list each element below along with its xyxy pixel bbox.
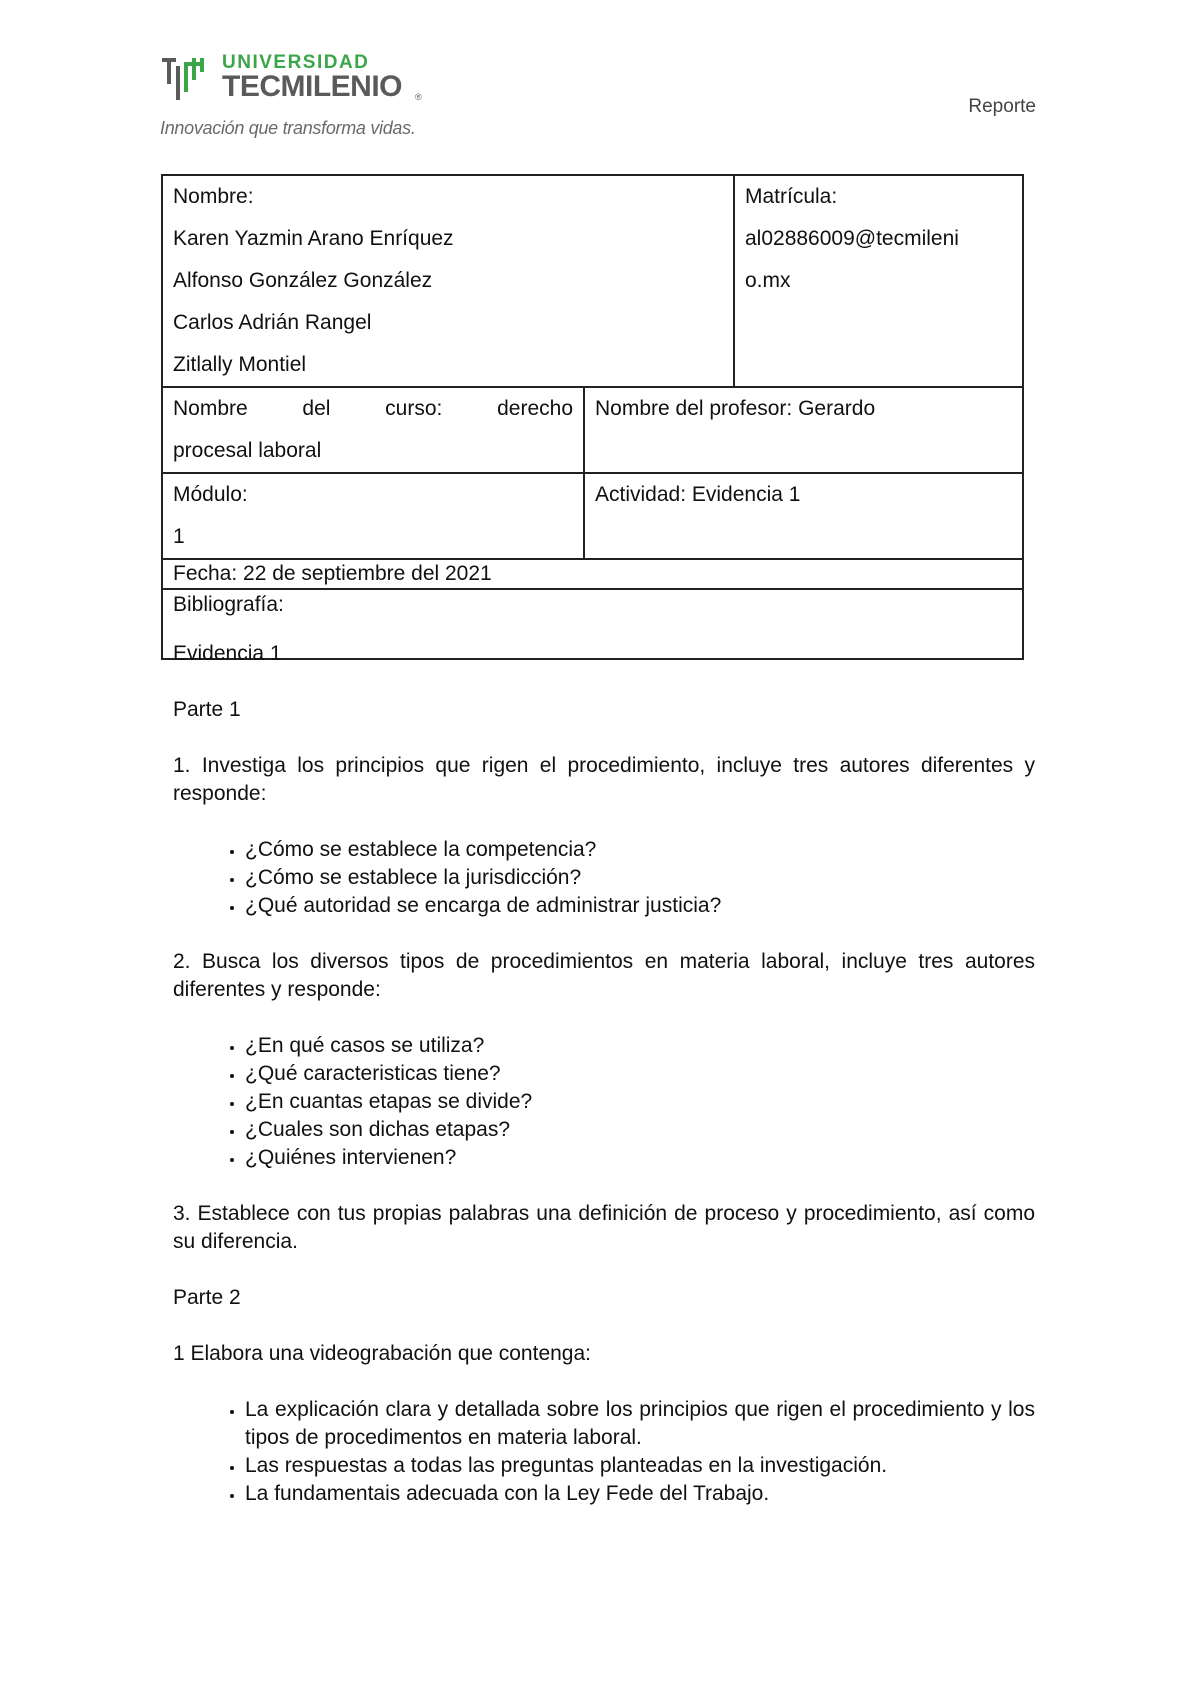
question-1-list [173, 836, 1035, 920]
professor-cell: Nombre del profesor: Gerardo [584, 387, 1023, 473]
list-item: • ¿Quiénes intervienen? [245, 1144, 1035, 1172]
student-info-table [161, 174, 1024, 660]
question-1: 1. Investiga los principios que rigen el procedimiento, incluye tres autores diferentes y responde: [173, 754, 1035, 805]
part2-question-1: 1 Elabora una videograbación que contenga: [173, 1342, 591, 1365]
assignment-body [173, 640, 1035, 1536]
list-item: • ¿Qué caracteristicas tiene? [245, 1060, 1035, 1088]
list-item: • ¿Cuales son dichas etapas? [245, 1116, 1035, 1144]
course-cell [162, 387, 584, 473]
part2-list [173, 1396, 1035, 1508]
matricula-cell [734, 175, 1023, 387]
activity-cell: Actividad: Evidencia 1 [584, 473, 1023, 559]
list-item: • La fundamentais adecuada con la Ley Fede del Trabajo. [245, 1480, 1035, 1508]
course-row [162, 387, 1023, 473]
logo-brand-name: TECMILENIO [222, 70, 402, 103]
names-cell [162, 175, 734, 387]
nombre-label: Nombre: [173, 185, 254, 208]
bibliography-cell: Bibliografía: [162, 589, 1023, 659]
question-2-list [173, 1032, 1035, 1172]
matricula-label: Matrícula: [745, 185, 838, 208]
student-name: Zitlally Montiel [173, 353, 307, 376]
matricula-value-line: al02886009@tecmileni [745, 227, 959, 250]
list-item: • ¿Cómo se establece la jurisdicción? [245, 864, 1035, 892]
list-item: • ¿En cuantas etapas se divide? [245, 1088, 1035, 1116]
question-3: 3. Establece con tus propias palabras una definición de proceso y procedimiento, así como su diferencia. [173, 1202, 1035, 1253]
logo-registered-mark: ® [415, 92, 422, 102]
student-name: Alfonso González González [173, 269, 433, 292]
list-item: • ¿Qué autoridad se encarga de administrar justicia? [245, 892, 1035, 920]
student-name: Carlos Adrián Rangel [173, 311, 372, 334]
names-row [162, 175, 1023, 387]
tecmilenio-mark-icon [160, 54, 210, 104]
course-name-line: procesal laboral [173, 439, 322, 462]
part2-heading: Parte 2 [173, 1286, 241, 1309]
course-name-line: Nombre del curso: derecho [173, 397, 573, 420]
question-2: 2. Busca los diversos tipos de procedimientos en materia laboral, incluye tres autores diferentes y responde: [173, 950, 1035, 1001]
list-item: • La explicación clara y detallada sobre los principios que rigen el procedimiento y los tipos de procedimentos en materia laboral. [245, 1396, 1035, 1452]
document-title: Evidencia 1 [173, 642, 282, 665]
date-cell: Fecha: 22 de septiembre del 2021 [162, 559, 1023, 589]
modulo-value: 1 [173, 525, 185, 548]
part1-heading: Parte 1 [173, 698, 241, 721]
module-cell [162, 473, 584, 559]
modulo-label: Módulo: [173, 483, 248, 506]
list-item: • Las respuestas a todas las preguntas planteadas en la investigación. [245, 1452, 1035, 1480]
matricula-value-line: o.mx [745, 269, 791, 292]
logo-tagline: Innovación que transforma vidas. [160, 118, 416, 138]
report-label: Reporte [968, 96, 1036, 117]
module-row [162, 473, 1023, 559]
logo-university-label: UNIVERSIDAD [222, 52, 370, 73]
date-row [162, 559, 1023, 589]
list-item: • ¿En qué casos se utiliza? [245, 1032, 1035, 1060]
student-name: Karen Yazmin Arano Enríquez [173, 227, 454, 250]
list-item: • ¿Cómo se establece la competencia? [245, 836, 1035, 864]
tecmilenio-logo [160, 50, 430, 140]
